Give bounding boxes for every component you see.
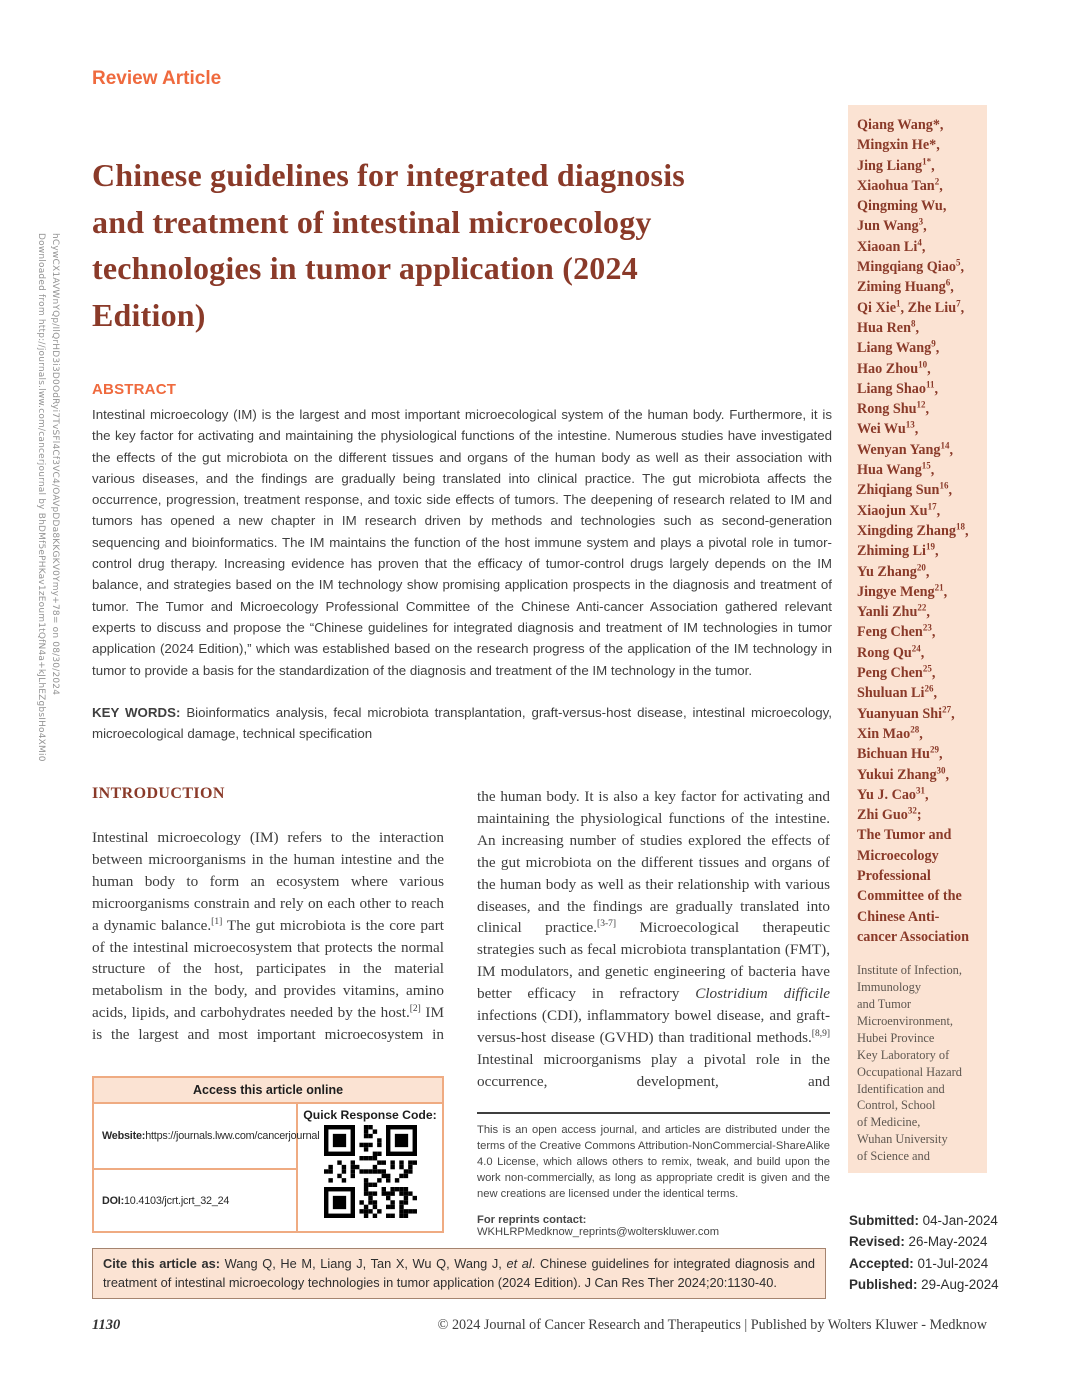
journal-credit-line: © 2024 Journal of Cancer Research and Therapeutics | Published by Wolters Kluwer - Medknow [437,1317,987,1333]
reprints-contact[interactable]: For reprints contact: WKHLRPMedknow_reprints@wolterskluwer.com [477,1214,720,1238]
access-box-title: Access this article online [94,1078,442,1104]
introduction-column-right: the human body. It is also a key factor for activating and maintaining the physiological functions of the intestine. An increasing number of studies explored the effects of the gut microbiota on the different tissues and organs of the human body as well as their relationship with various diseases, and the findings are gradually translated into clinical practice.[3-7] Microecological therapeutic strategies such as fecal microbiota transplantation (FMT), IM modulators, and genetic engineering of bacteria have better efficacy in refractory Clostridium difficile infections (CDI), inflammatory bowel disease, and graft-versus-host disease (GVHD) than traditional methods.[8,9] Intestinal microorganisms play a pivotal role in the occurrence, development, and [477,788,831,1090]
introduction-column-left: Intestinal microecology (IM) refers to the interaction between microorganisms in the human intestine and the human body to form an ecosystem where various microorganisms constrain and rely on each other to reach a dynamic balance.[1] The gut microbiota is the core part of the intestinal microecosystem that protects the normal structure of the host, participates in the material metabolism in the body, and provides vitamins, amino acids, lipids, and carbohydrates needed by the host.[2] IM is the largest and most important microecosystem in [92,829,444,1044]
keywords: KEY WORDS: Bioinformatics analysis, fecal microbiota transplantation, graft-versus-host disease, intestinal microecology, microecological damage, technical specification [92,705,832,742]
qr-code-label: Quick Response Code: [303,1108,437,1122]
abstract-heading: ABSTRACT [92,381,177,398]
author-list: Qiang Wang*, Mingxin He*, Jing Liang$^{1*}$, Xiaohua Tan$^2$, Qingming Wu, Jun Wang$^3$, Xiaoan Li$^4$, Mingqiang Qiao$^5$, Ziming Huang$^6$, Qi Xie$^1$, Zhe Liu$^7$, Hua Ren$^8$, Liang Wang$^9$, Hao Zhou$^{10}$, Liang Shao$^{11}$, Rong Shu$^{12}$, Wei Wu$^{13}$, Wenyan Yang$^{14}$, Hua Wang$^{15}$, Zhiqiang Sun$^{16}$, Xiaojun Xu$^{17}$, Xingding Zhang$^{18}$, Zhiming Li$^{19}$, Yu Zhang$^{20}$, Jingye Meng$^{21}$, Yanli Zhu$^{22}$, Feng Chen$^{23}$, Rong Qu$^{24}$, Peng Chen$^{25}$, Shuluan Li$^{26}$, Yuanyuan Shi$^{27}$, Xin Mao$^{28}$, Bichuan Hu$^{29}$, Yukui Zhang$^{30}$, Yu J. Cao$^{31}$, Zhi Guo$^{32}$; The Tumor and Microecology Professional Committee of the Chinese Anti- cancer Association [857,117,970,945]
open-access-note [477,1112,830,1238]
author-sidebar [848,105,987,1173]
doi-row: DOI: 10.4103/jcrt.jcrt_32_24 [102,1195,230,1208]
article-history-dates: Submitted: 04-Jan-2024 Revised: 26-May-2024 Accepted: 01-Jul-2024 Published: 29-Aug-2024 [849,1213,999,1292]
open-access-text: This is an open access journal, and articles are distributed under the terms of the Creative Commons Attribution-NonCommercial-ShareAlike 4.0 License, which allows others to remix, tweak, and build upon the work non-commercially, as long as appropriate credit is given and the new creations are licensed under the identical terms. [477,1124,830,1200]
qr-code [324,1125,417,1223]
cite-article-box: Cite this article as: Wang Q, He M, Liang J, Tan X, Wu Q, Wang J, et al. Chinese guidelines for integrated diagnosis and treatment of intestinal microecology technologies in tumor application (2024 Edition). J Can Res Ther 2024;20:1130-40. [92,1248,826,1299]
access-article-box [92,1076,444,1233]
page-number: 1130 [92,1317,121,1333]
footnote-divider [477,1112,830,1114]
article-type-label: Review Article [92,68,222,89]
website-row[interactable]: Website: https://journals.lww.com/cancerjournal [94,1104,296,1170]
abstract-text: Intestinal microecology (IM) is the largest and most important microecological system of the human body. Furthermore, it is the key factor for activating and maintaining the physiological functions of the intestine. Numerous studies have investigated the effects of the gut microbiota on the different tissues and organs of the human body as well as their association with various diseases, and the findings are gradually being translated into clinical practice. The gut microbiota affects the occurrence, progression, treatment response, and toxic side effects of tumors. The deepening of research related to IM and tumors has opened a new chapter in IM research driven by methods and technologies such as second-generation sequencing and bioinformatics. The IM maintains the function of the host immune system and plays a pivotal role in tumor-control drug therapy. Increasing evidence has proven that the efficacy of tumor-control drugs largely depends on the IM balance, and strategies based on the IM technology show promising application prospects in the diagnosis and treatment of tumor. The Tumor and Microecology Professional Committee of the Chinese Anti-cancer Association gathered relevant experts to discuss and propose the “Chinese guidelines for integrated diagnosis and treatment of IM technologies in tumor application (2024 Edition),” which was established based on the research progress of the application of the IM technology in tumor to provide a basis for the standardization of the diagnosis and treatment of the IM technology in the tumor. [92,407,832,678]
article-title: Chinese guidelines for integrated diagnosis and treatment of intestinal microecology technologies in tumor application (2024 Edition) [92,157,685,333]
author-affiliation: Institute of Infection, Immunology and Tumor Microenvironment, Hubei Province Key Laboratory of Occupational Hazard Identification and Control, School of Medicine, Wuhan University of Science and [857,963,962,1164]
download-watermark-line2: hCywCX1AVWnYQp/IlQrHD3i3D0OdRyi7TvSFl4Cf3VC4/OAVpDDa8KKGKV0Ymy+78= on 08/30/2024 [50,233,60,696]
introduction-heading: INTRODUCTION [92,785,225,802]
download-watermark-line1: Downloaded from http://journals.lww.com/cancerjournal by BhDMf5ePHKav1zEoum1tQfN4a+kJLhEZgbsIHo4XMi0 [36,233,46,762]
